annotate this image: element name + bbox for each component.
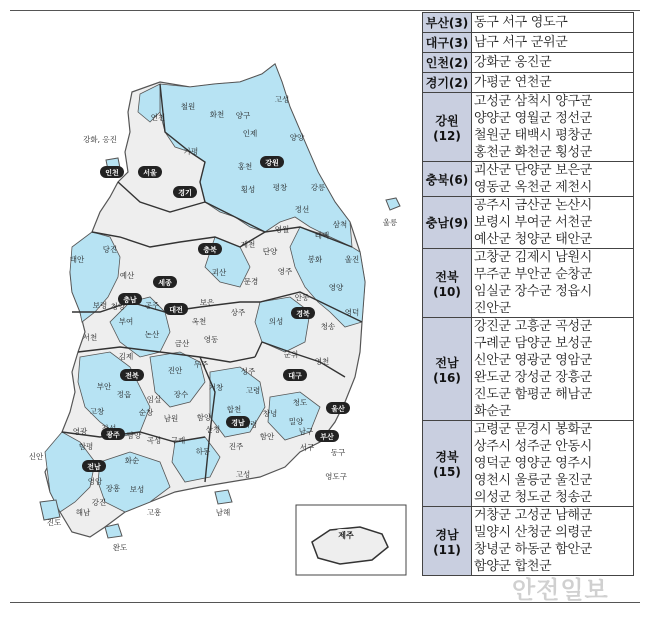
city-marker xyxy=(198,243,222,255)
district-label: 청도 xyxy=(292,398,308,407)
district-label: 고성 xyxy=(235,470,251,479)
district-label: 남구 xyxy=(298,427,314,436)
district-label: 연천 xyxy=(150,113,166,122)
district-label: 의령 xyxy=(242,420,258,429)
district-label: 남해 xyxy=(215,508,231,517)
district-label: 의성 xyxy=(268,317,284,326)
region-list-line: 의성군 청도군 청송군 xyxy=(474,490,592,505)
svg-text:제주: 제주 xyxy=(338,531,354,540)
region-list xyxy=(472,13,634,33)
svg-text:대구: 대구 xyxy=(288,372,302,380)
district-label: 산청 xyxy=(205,425,221,434)
district-label: 화순 xyxy=(124,456,140,465)
table-row xyxy=(423,73,634,93)
district-label: 진주 xyxy=(228,442,244,451)
table-row xyxy=(423,53,634,73)
table-row xyxy=(423,421,634,507)
city-marker xyxy=(283,369,307,381)
jindo-island xyxy=(40,500,60,520)
svg-text:대전: 대전 xyxy=(169,306,183,314)
district-label: 영주 xyxy=(277,267,293,276)
district-label: 서천 xyxy=(82,333,98,342)
district-label: 예산 xyxy=(119,271,135,280)
region-list-line: 예산군 청양군 태안군 xyxy=(474,232,592,247)
city-marker xyxy=(82,460,106,472)
svg-text:경북: 경북 xyxy=(296,310,310,318)
svg-text:전북: 전북 xyxy=(125,372,139,380)
district-label: 인제 xyxy=(242,129,258,138)
district-label: 보령 xyxy=(92,301,108,310)
table-row xyxy=(423,507,634,576)
city-marker xyxy=(164,303,188,315)
district-label: 상주 xyxy=(230,308,246,317)
district-label: 장수 xyxy=(173,390,189,399)
svg-text:충북: 충북 xyxy=(203,246,217,254)
region-list-line: 창녕군 하동군 함안군 xyxy=(474,542,592,557)
district-label: 밀양 xyxy=(288,417,304,426)
region-name: 강원(12) xyxy=(423,93,472,162)
region-list-line: 고령군 문경시 봉화군 xyxy=(474,422,592,437)
district-label: 철원 xyxy=(180,102,196,111)
district-label: 보은 xyxy=(199,298,215,307)
district-label: 양구 xyxy=(235,111,251,120)
district-label: 장성 xyxy=(101,424,117,433)
district-label: 강진 xyxy=(91,498,107,507)
table-row xyxy=(423,93,634,162)
top-rule xyxy=(10,10,640,11)
district-label: 가평 xyxy=(183,147,199,156)
region-list-line: 영천시 울릉군 울진군 xyxy=(474,473,592,488)
region-name: 인천(2) xyxy=(423,53,472,73)
region-name: 경기(2) xyxy=(423,73,472,93)
district-label: 남원 xyxy=(163,414,179,423)
table-row xyxy=(423,162,634,197)
svg-text:강원: 강원 xyxy=(265,159,279,167)
svg-text:경기: 경기 xyxy=(178,189,192,197)
district-label: 태안 xyxy=(69,255,85,264)
district-label: 곡성 xyxy=(146,436,162,445)
region-list-line: 상주시 성주군 안동시 xyxy=(474,439,592,454)
regions-table xyxy=(422,12,634,576)
district-label: 영암 xyxy=(87,477,103,486)
district-label: 옥천 xyxy=(191,317,207,326)
region-list xyxy=(472,53,634,73)
ulleung-island xyxy=(386,198,400,210)
district-label: 당진 xyxy=(102,245,118,254)
district-label: 영도구 xyxy=(325,472,347,481)
region-list-line: 철원군 태백시 평창군 xyxy=(474,128,592,143)
district-label: 양양 xyxy=(289,133,305,142)
district-label: 청송 xyxy=(320,322,336,331)
district-label: 강화, 옹진 xyxy=(83,135,117,144)
city-marker xyxy=(173,186,197,198)
district-label: 무주 xyxy=(193,360,209,369)
region-name: 충북(6) xyxy=(423,162,472,197)
district-label: 진안 xyxy=(167,366,183,375)
city-marker xyxy=(100,166,124,178)
district-label: 임실 xyxy=(146,395,162,404)
district-label: 보성 xyxy=(129,485,145,494)
region-list xyxy=(472,507,634,576)
region-list xyxy=(472,93,634,162)
region-list xyxy=(472,197,634,249)
region-name: 경북(15) xyxy=(423,421,472,507)
namhae-island xyxy=(215,490,232,504)
region-list-line: 괴산군 단양군 보은군 xyxy=(474,163,592,178)
region-list-line: 진도군 함평군 해남군 xyxy=(474,387,592,402)
region-list-line: 고성군 삼척시 양구군 xyxy=(474,94,592,109)
district-label: 함안 xyxy=(259,432,275,441)
region-list-line: 고창군 김제시 남원시 xyxy=(474,250,592,265)
district-label: 동구 xyxy=(330,448,346,457)
district-label: 영양 xyxy=(328,283,344,292)
city-marker xyxy=(334,529,358,541)
region-name: 전북(10) xyxy=(423,249,472,318)
table-row xyxy=(423,249,634,318)
district-label: 화천 xyxy=(209,110,225,119)
svg-text:부산: 부산 xyxy=(320,433,334,441)
region-list-line: 남구 서구 군위군 xyxy=(474,35,568,50)
district-label: 서구 xyxy=(299,443,315,452)
region-name: 전남(16) xyxy=(423,318,472,421)
region-list-line: 밀양시 산청군 의령군 xyxy=(474,525,592,540)
district-label: 영월 xyxy=(274,225,290,234)
watermark: 안전일보 xyxy=(512,576,609,604)
region-list-line: 강진군 고흥군 곡성군 xyxy=(474,319,592,334)
district-label: 완도 xyxy=(112,543,128,552)
city-marker xyxy=(120,369,144,381)
table-row xyxy=(423,33,634,53)
region-list-line: 함양군 합천군 xyxy=(474,559,552,574)
district-label: 금산 xyxy=(174,339,190,348)
district-label: 영천 xyxy=(314,357,330,366)
region-list xyxy=(472,421,634,507)
region-list xyxy=(472,33,634,53)
region-list-line: 진안군 xyxy=(474,301,511,316)
city-marker xyxy=(153,276,177,288)
region-list-line: 임실군 장수군 정읍시 xyxy=(474,284,592,299)
district-label: 창녕 xyxy=(262,409,278,418)
region-list xyxy=(472,73,634,93)
svg-text:울산: 울산 xyxy=(331,405,345,413)
district-label: 횡성 xyxy=(240,185,256,194)
district-label: 봉화 xyxy=(307,255,323,264)
region-list-line: 화순군 xyxy=(474,404,511,419)
district-label: 단양 xyxy=(262,247,278,256)
district-label: 합천 xyxy=(226,405,242,414)
region-list-line: 영덕군 영양군 영주시 xyxy=(474,456,592,471)
city-marker xyxy=(138,166,162,178)
region-list-line: 영동군 옥천군 제천시 xyxy=(474,180,592,195)
district-label: 울릉 xyxy=(382,218,398,227)
district-label: 고령 xyxy=(245,386,261,395)
district-label: 거창 xyxy=(208,383,224,392)
district-label: 부여 xyxy=(118,317,134,326)
district-label: 괴산 xyxy=(211,268,227,277)
city-marker xyxy=(315,430,339,442)
region-list-line: 강화군 옹진군 xyxy=(474,55,552,70)
district-label: 홍천 xyxy=(237,162,253,171)
district-label: 영광 xyxy=(72,427,88,436)
region-name: 부산(3) xyxy=(423,13,472,33)
district-label: 성주 xyxy=(240,367,256,376)
district-label: 고흥 xyxy=(146,508,162,517)
region-list-line: 동구 서구 영도구 xyxy=(474,15,568,30)
district-label: 하동 xyxy=(195,447,211,456)
table-row xyxy=(423,197,634,249)
district-label: 안동 xyxy=(294,293,310,302)
district-label: 공주 xyxy=(144,301,160,310)
region-list-line: 거창군 고성군 남해군 xyxy=(474,508,592,523)
district-label: 순창 xyxy=(138,408,154,417)
region-name: 충남(9) xyxy=(423,197,472,249)
district-label: 해남 xyxy=(75,508,91,517)
table-row xyxy=(423,318,634,421)
district-label: 진도 xyxy=(46,518,62,527)
region-list-line: 양양군 영월군 정선군 xyxy=(474,111,592,126)
district-label: 군위 xyxy=(283,350,299,359)
district-label: 청양 xyxy=(110,302,126,311)
region-name: 대구(3) xyxy=(423,33,472,53)
district-label: 함양 xyxy=(196,413,212,422)
region-list-line: 가평군 연천군 xyxy=(474,75,552,90)
region-list xyxy=(472,162,634,197)
region-list xyxy=(472,249,634,318)
district-label: 고성 xyxy=(274,95,290,104)
district-label: 제천 xyxy=(240,240,256,249)
district-label: 함평 xyxy=(78,442,94,451)
district-label: 구례 xyxy=(170,436,186,445)
region-list-line: 무주군 부안군 순창군 xyxy=(474,267,592,282)
district-label: 정선 xyxy=(294,205,310,214)
city-marker xyxy=(260,156,284,168)
wando-island xyxy=(105,524,122,538)
city-marker xyxy=(326,402,350,414)
district-label: 영동 xyxy=(203,335,219,344)
district-label: 부안 xyxy=(96,382,112,391)
district-label: 담양 xyxy=(126,431,142,440)
district-label: 논산 xyxy=(144,330,160,339)
district-label: 문경 xyxy=(243,277,259,286)
svg-text:전남: 전남 xyxy=(87,463,101,471)
region-list-line: 신안군 영광군 영암군 xyxy=(474,353,592,368)
region-list xyxy=(472,318,634,421)
svg-text:광주: 광주 xyxy=(106,431,120,439)
district-label: 영덕 xyxy=(344,308,360,317)
table-row xyxy=(423,13,634,33)
region-list-line: 완도군 장성군 장흥군 xyxy=(474,370,592,385)
city-marker xyxy=(291,307,315,319)
svg-text:서울: 서울 xyxy=(143,169,157,177)
svg-text:충남: 충남 xyxy=(123,296,137,304)
svg-text:세종: 세종 xyxy=(158,279,172,287)
district-label: 삼척 xyxy=(332,220,348,229)
svg-text:인천: 인천 xyxy=(105,169,119,177)
region-name: 경남(11) xyxy=(423,507,472,576)
korea-map xyxy=(0,12,420,600)
region-list-line: 홍천군 화천군 횡성군 xyxy=(474,145,592,160)
district-label: 평창 xyxy=(272,183,288,192)
svg-text:경남: 경남 xyxy=(231,419,245,427)
region-list-line: 구례군 담양군 보성군 xyxy=(474,336,592,351)
district-label: 울진 xyxy=(344,255,360,264)
district-label: 장흥 xyxy=(105,484,121,493)
district-label: 김제 xyxy=(118,352,134,361)
district-label: 강릉 xyxy=(310,183,326,192)
region-list-line: 공주시 금산군 논산시 xyxy=(474,198,592,213)
district-label: 정읍 xyxy=(116,390,132,399)
district-label: 고창 xyxy=(89,407,105,416)
region-list-line: 보령시 부여군 서천군 xyxy=(474,215,592,230)
district-label: 신안 xyxy=(28,452,44,461)
district-label: 태백 xyxy=(314,231,330,240)
